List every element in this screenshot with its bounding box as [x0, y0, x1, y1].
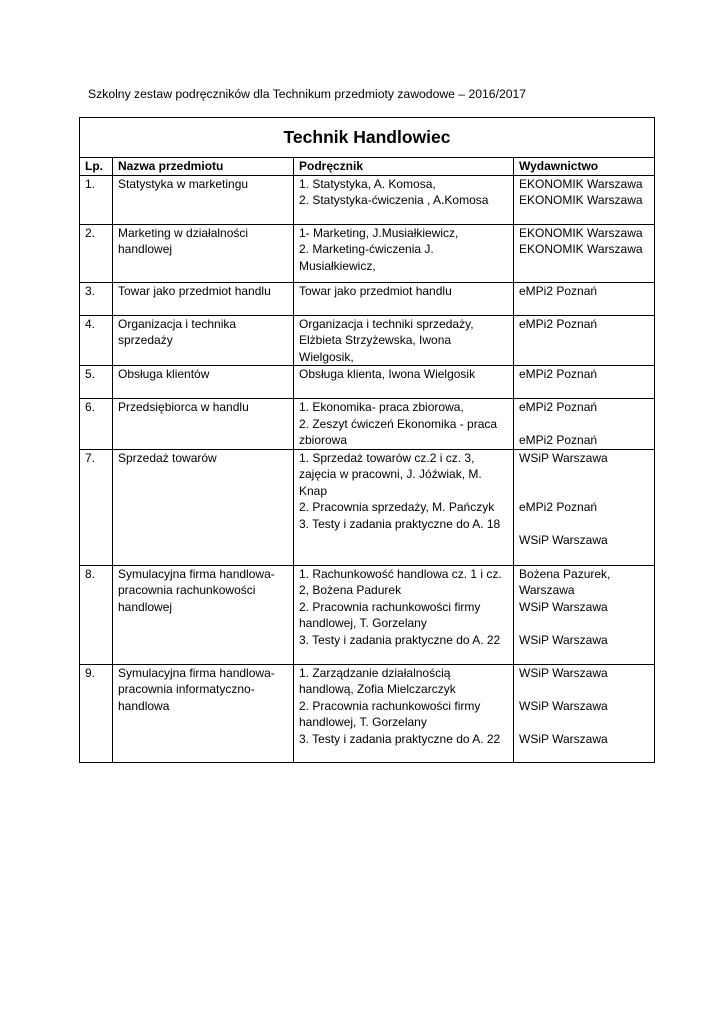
cell-subject-line: Towar jako przedmiot handlu [118, 283, 271, 298]
cell-lp: 6. [80, 399, 113, 450]
cell-subject-line: Sprzedaż towarów [118, 450, 217, 465]
blank-line [519, 615, 649, 632]
cell-publisher-line: Warszawa [519, 583, 575, 597]
cell-publisher [514, 399, 655, 450]
cell-textbook-line: Musiałkiewicz, [299, 258, 376, 273]
cell-subject-line: Statystyka w marketingu [118, 176, 249, 191]
table-row [80, 565, 655, 664]
table-row [80, 224, 655, 282]
cell-lp: 9. [80, 664, 113, 762]
column-header-subject: Nazwa przedmiotu [113, 158, 294, 176]
blank-line [519, 416, 649, 433]
cell-publisher-line: EKONOMIK Warszawa [519, 225, 643, 240]
cell-subject [113, 366, 294, 399]
cell-textbook-line: 1. Ekonomika- praca zbiorowa, [299, 400, 464, 414]
cell-subject-line: pracownia rachunkowości [118, 583, 256, 597]
blank-line [519, 714, 649, 731]
cell-textbook [294, 224, 514, 282]
cell-publisher-line: eMPi2 Poznań [519, 367, 598, 381]
cell-subject [113, 315, 294, 366]
cell-textbook [294, 315, 514, 366]
cell-subject [113, 399, 294, 450]
cell-lp: 5. [80, 366, 113, 399]
cell-subject-line: sprzedaży [118, 333, 173, 347]
document-header: Szkolny zestaw podręczników dla Technikum przedmioty zawodowe – 2016/2017 [88, 87, 527, 101]
cell-lp: 3. [80, 282, 113, 315]
table-row [80, 664, 655, 762]
table-body [80, 175, 655, 762]
cell-subject-line: Marketing w działalności [118, 225, 249, 240]
cell-subject [113, 664, 294, 762]
cell-publisher-line: WSiP Warszawa [519, 533, 608, 547]
cell-textbook [294, 565, 514, 664]
cell-publisher-line: WSiP Warszawa [519, 599, 608, 614]
cell-subject [113, 282, 294, 315]
cell-publisher-line: EKONOMIK Warszawa [519, 193, 643, 207]
cell-textbook-line: zbiorowa [299, 433, 348, 447]
cell-publisher-line: eMPi2 Poznań [519, 400, 598, 414]
cell-publisher-line: WSiP Warszawa [519, 450, 608, 465]
cell-publisher-line: eMPi2 Poznań [519, 283, 598, 298]
textbook-table [79, 117, 655, 763]
cell-textbook-line: 2, Bożena Padurek [299, 583, 402, 597]
cell-publisher [514, 315, 655, 366]
cell-publisher-line: WSiP Warszawa [519, 698, 608, 713]
cell-textbook-line: 3. Testy i zadania praktyczne do A. 18 [299, 516, 501, 531]
cell-lp: 1. [80, 175, 113, 224]
cell-textbook-line: 3. Testy i zadania praktyczne do A. 22 [299, 731, 501, 746]
cell-subject-line: Symulacyjna firma handlowa- [118, 665, 275, 680]
table-row [80, 366, 655, 399]
cell-publisher [514, 449, 655, 565]
cell-subject-line: pracownia informatyczno- [118, 682, 255, 696]
cell-textbook-line: Wielgosik, [299, 349, 354, 364]
cell-subject-line: handlowa [118, 698, 170, 713]
cell-textbook-line: 2. Statystyka-ćwiczenia , A.Komosa [299, 193, 489, 207]
blank-line [519, 681, 649, 698]
blank-line [519, 466, 649, 483]
cell-publisher-line: eMPi2 Poznań [519, 433, 598, 447]
cell-publisher-line: WSiP Warszawa [519, 665, 608, 680]
cell-publisher-line: eMPi2 Poznań [519, 316, 598, 331]
cell-textbook-line: 1. Zarządzanie działalnością [299, 665, 451, 680]
cell-textbook-line: Organizacja i techniki sprzedaży, [299, 316, 474, 331]
cell-textbook [294, 175, 514, 224]
cell-textbook [294, 449, 514, 565]
cell-subject [113, 175, 294, 224]
cell-textbook [294, 282, 514, 315]
cell-publisher [514, 565, 655, 664]
table-row [80, 399, 655, 450]
cell-textbook [294, 664, 514, 762]
cell-textbook-line: 2. Pracownia rachunkowości firmy [299, 698, 481, 713]
column-header-lp: Lp. [80, 158, 113, 176]
cell-textbook-line: zajęcia w pracowni, J. Jóźwiak, M. [299, 467, 482, 481]
cell-subject [113, 565, 294, 664]
table-row [80, 315, 655, 366]
cell-publisher [514, 282, 655, 315]
textbook-table-wrapper [79, 117, 654, 763]
cell-textbook-line: Towar jako przedmiot handlu [299, 283, 452, 298]
cell-publisher [514, 224, 655, 282]
cell-textbook-line: 2. Marketing-ćwiczenia J. [299, 242, 434, 256]
blank-line [519, 483, 649, 500]
cell-subject-line: Obsługa klientów [118, 367, 210, 381]
cell-textbook-line: 2. Pracownia sprzedaży, M. Pańczyk [299, 500, 495, 514]
cell-textbook-line: 1. Sprzedaż towarów cz.2 i cz. 3, [299, 450, 475, 465]
cell-subject-line: Przedsiębiorca w handlu [118, 400, 249, 414]
table-row [80, 449, 655, 565]
cell-publisher-line: EKONOMIK Warszawa [519, 176, 643, 191]
cell-publisher-line: WSiP Warszawa [519, 632, 608, 647]
cell-textbook-line: handlową, Zofia Mielczarczyk [299, 682, 456, 696]
cell-textbook-line: Knap [299, 483, 328, 498]
cell-publisher [514, 175, 655, 224]
cell-textbook-line: 3. Testy i zadania praktyczne do A. 22 [299, 632, 501, 647]
cell-publisher [514, 366, 655, 399]
cell-publisher-line: Bożena Pazurek, [519, 566, 611, 581]
cell-textbook-line: handlowej, T. Gorzelany [299, 715, 427, 729]
header-row [80, 158, 655, 176]
cell-lp: 8. [80, 565, 113, 664]
cell-publisher-line: EKONOMIK Warszawa [519, 242, 643, 256]
table-row [80, 175, 655, 224]
cell-subject-line: handlowej [118, 242, 173, 256]
cell-textbook-line: Elżbieta Strzyżewska, Iwona [299, 333, 452, 347]
column-header-textbook: Podręcznik [294, 158, 514, 176]
cell-publisher [514, 664, 655, 762]
cell-textbook-line: 2. Zeszyt ćwiczeń Ekonomika - praca [299, 416, 498, 431]
column-header-publisher: Wydawnictwo [514, 158, 655, 176]
cell-textbook-line: 1. Statystyka, A. Komosa, [299, 176, 436, 191]
cell-subject-line: handlowej [118, 599, 173, 614]
cell-lp: 7. [80, 449, 113, 565]
cell-publisher-line: WSiP Warszawa [519, 731, 608, 746]
blank-line [519, 516, 649, 533]
cell-publisher-line: eMPi2 Poznań [519, 500, 598, 514]
table-title: Technik Handlowiec [80, 118, 655, 158]
cell-textbook-line: handlowej, T. Gorzelany [299, 616, 427, 630]
cell-subject-line: Symulacyjna firma handlowa- [118, 566, 275, 581]
cell-lp: 2. [80, 224, 113, 282]
cell-textbook-line: 1. Rachunkowość handlowa cz. 1 i cz. [299, 566, 502, 581]
cell-lp: 4. [80, 315, 113, 366]
cell-subject [113, 449, 294, 565]
cell-textbook [294, 366, 514, 399]
table-row [80, 282, 655, 315]
cell-subject [113, 224, 294, 282]
cell-textbook [294, 399, 514, 450]
cell-subject-line: Organizacja i technika [118, 316, 237, 331]
cell-textbook-line: 2. Pracownia rachunkowości firmy [299, 599, 481, 614]
cell-textbook-line: Obsługa klienta, Iwona Wielgosik [299, 367, 476, 381]
cell-textbook-line: 1- Marketing, J.Musiałkiewicz, [299, 225, 459, 240]
title-row [80, 118, 655, 158]
